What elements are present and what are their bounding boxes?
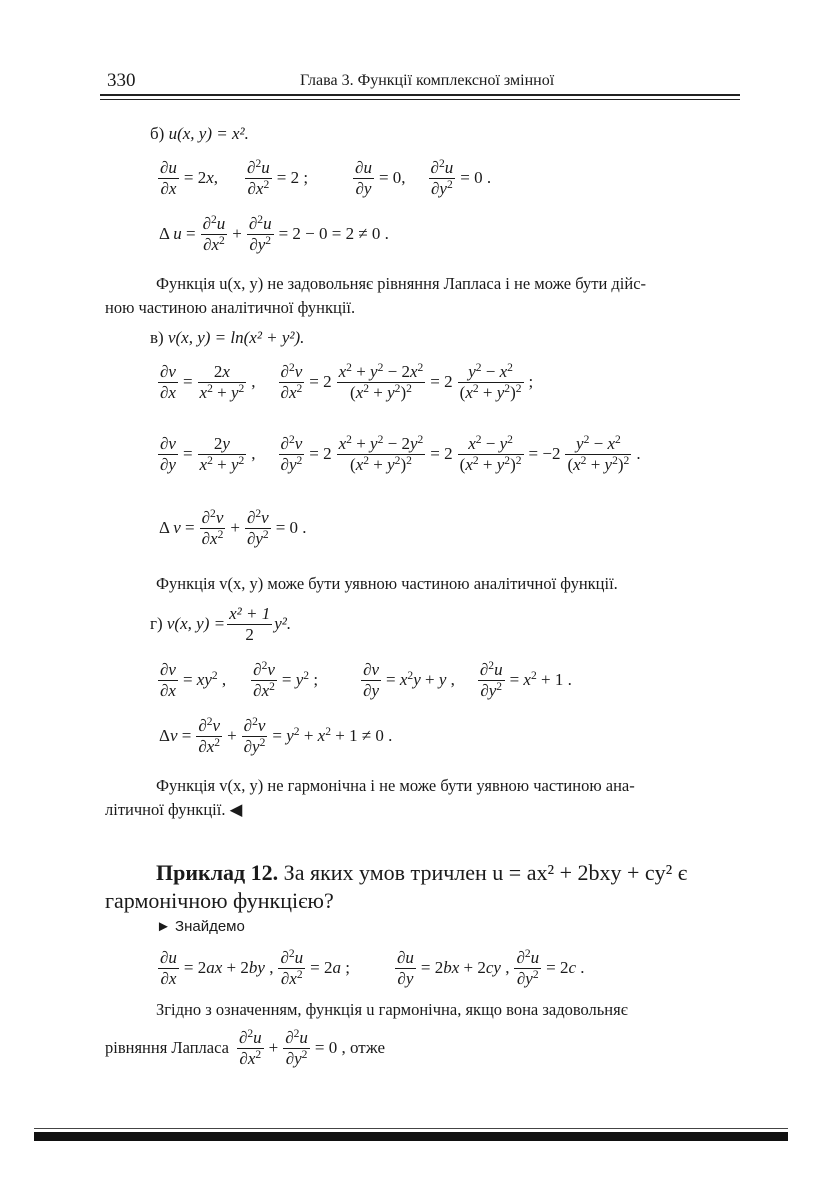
part-v-x-derivatives: $\frac{\partial v}{\partial x}$ = $\frac{2x}{x^2 + y^2}$ , $\frac{\partial^2v}{\partial x^2}$ = 2 $\frac{x^2 + y^2 - 2x^2}{(x^2 + y^2)^2}$ = 2 $y^2 - x^2$ $(x^2 + y^2)^2$ ;: [160, 361, 534, 402]
header-rule-thin: [100, 99, 740, 100]
part-g-conclusion-2: літичної функції. ◀: [105, 800, 243, 819]
laplace-equation: рівняння Лапласа ∂$^2$u $\partial x^2$ + $\frac{\partial^2u}{\partial y^2}$ = 0 , отже: [105, 1027, 385, 1068]
example-heading-2: гармонічною функцією?: [105, 888, 334, 913]
part-b-derivatives: $\frac{\partial u}{\partial x}$ = 2x, $\frac{\partial^2u}{\partial x^2}$ = 2 ; $\frac{\partial u}{\partial y}$ = 0, $\frac{\partial^2u}{\partial y^2}$ = 0 .: [160, 157, 492, 198]
footer-rule-thin: [34, 1128, 788, 1129]
part-v-heading: в) v(x, y) = ln(x² + y²).: [150, 328, 305, 347]
example-derivatives: $\frac{\partial u}{\partial x}$ = 2ax + 2by , $\frac{\partial^2u}{\partial x^2}$ = 2a ; $\frac{\partial u}{\partial y}$ = 2bx + 2cy , $\frac{\partial^2u}{\partial y^2}$ = 2c .: [160, 947, 585, 988]
part-b-conclusion-2: ною частиною аналітичної функції.: [105, 298, 356, 317]
part-b-conclusion-1: Функція u(x, y) не задовольняє рівняння Лапласа і не може бути дійс-: [156, 274, 647, 293]
example-heading: Приклад 12. За яких умов тричлен u = ax² + 2bxy + cy² є: [156, 860, 688, 885]
part-b-laplacian: Δ u = $\frac{\partial^2u}{\partial x^2}$ + $\frac{\partial^2u}{\partial y^2}$ = 2 − 0 = 2 ≠ 0 .: [159, 213, 389, 254]
part-g-laplacian: Δv = $\frac{\partial^2v}{\partial x^2}$ + $\frac{\partial^2v}{\partial y^2}$ = $y^2 + x^2 + 1 \ne 0$ .: [159, 715, 393, 756]
part-v-y-derivatives: $\frac{\partial v}{\partial y}$ = $\frac{2y}{x^2 + y^2}$ , $\frac{\partial^2v}{\partial y^2}$ = 2 $\frac{x^2 + y^2 - 2y^2}{(x^2 + y^2)^2}$ = 2 $\frac{x^2 - y^2}{(x^2 + y^2)^2}$ = −2 $y^2 - x^2$ $(x^2 + y^2)^2$ .: [160, 433, 641, 474]
footer-rule: [34, 1132, 788, 1141]
running-head: Глава 3. Функції комплексної змінної: [300, 72, 555, 89]
part-v-conclusion: Функція v(x, y) може бути уявною частиною аналітичної функції.: [156, 574, 618, 593]
header-rule: [100, 94, 740, 96]
part-g-conclusion-1: Функція v(x, y) не гармонічна і не може бути уявною частиною ана-: [156, 776, 635, 795]
page-number: 330: [107, 70, 136, 91]
part-v-laplacian: Δ v = $\frac{\partial^2v}{\partial x^2}$ + $\frac{\partial^2v}{\partial y^2}$ = 0 .: [159, 507, 307, 548]
definition-text: Згідно з означенням, функція u гармонічна, якщо вона задовольняє: [156, 1000, 628, 1019]
part-b-heading: б) u(x, y) = x².: [150, 124, 249, 143]
part-g-derivatives: $\frac{\partial v}{\partial x}$ = $xy^2$ , $\frac{\partial^2v}{\partial x^2}$ = $y^2$ ; $\frac{\partial v}{\partial y}$ = $x^2y + y$ , $\frac{\partial^2u}{\partial y^2}$ = $x^2 + 1$ .: [160, 659, 572, 700]
find-label: ► Знайдемо: [156, 918, 245, 935]
part-g-heading: г) v(x, y) = $\frac{\text{x² + 1}}{2}$ y².: [150, 604, 292, 644]
